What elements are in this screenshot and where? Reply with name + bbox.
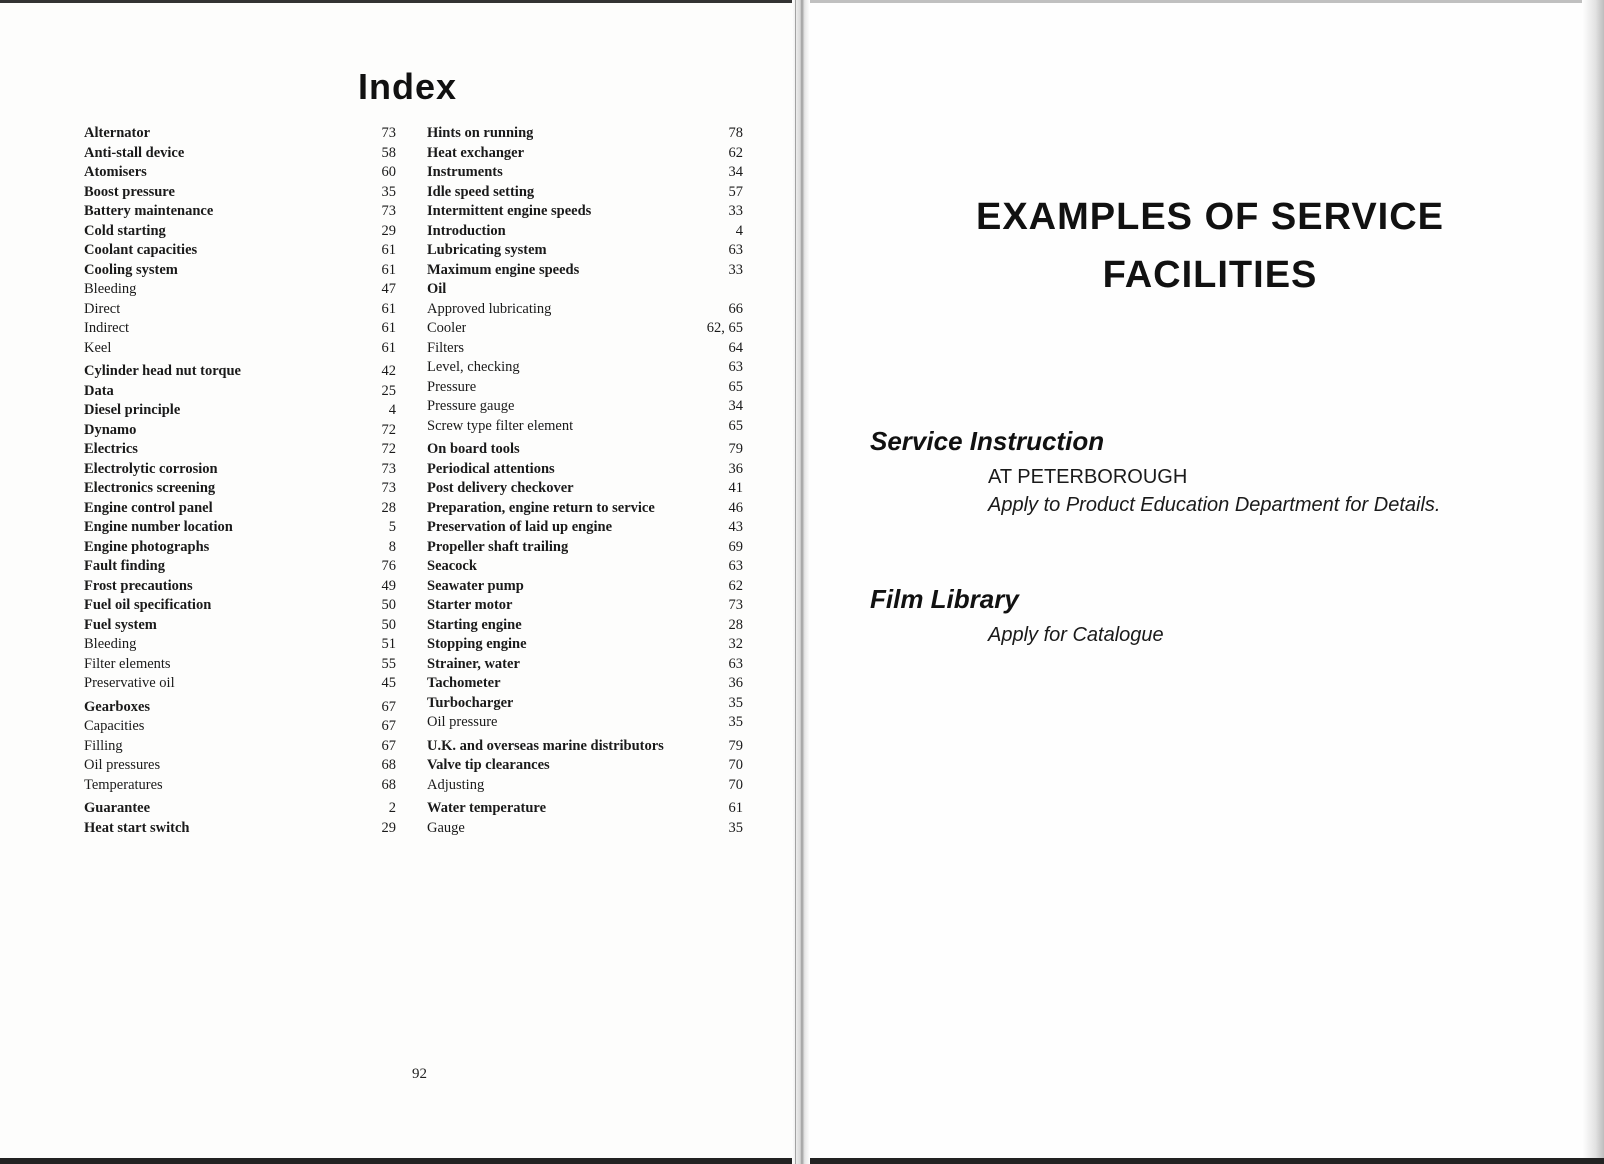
- film-note: Apply for Catalogue: [988, 624, 1164, 646]
- index-column-1: [84, 124, 396, 838]
- index-subentry: [84, 717, 396, 737]
- index-entry: [84, 698, 396, 718]
- index-term: Oil pressures: [84, 757, 161, 773]
- index-term: Intermittent engine speeds: [427, 203, 592, 219]
- index-page-ref: 33: [728, 203, 743, 219]
- index-page-ref: 64: [728, 339, 743, 356]
- index-term: Filter elements: [84, 655, 171, 672]
- index-page-ref: 73: [381, 203, 396, 219]
- index-entry: [84, 144, 396, 164]
- index-term: Filters: [427, 339, 465, 356]
- right-page-service: [800, 0, 1604, 1164]
- index-term: Starting engine: [427, 616, 522, 633]
- index-entry: [84, 577, 396, 597]
- index-term: Adjusting: [427, 776, 485, 793]
- index-entry: [84, 799, 396, 819]
- index-page-ref: 62, 65: [706, 320, 743, 336]
- index-entry: [427, 799, 743, 819]
- service-location: AT PETERBOROUGH: [988, 466, 1188, 488]
- index-subentry: [427, 319, 743, 339]
- index-entry: [427, 655, 743, 675]
- index-page-ref: 50: [381, 616, 396, 633]
- section-title: [940, 188, 1480, 304]
- index-page-ref: 73: [381, 125, 396, 141]
- index-page-ref: 25: [381, 382, 396, 399]
- index-subentry: [84, 674, 396, 694]
- index-entry: [427, 756, 743, 776]
- index-page-ref: 4: [388, 402, 396, 418]
- index-entry: [84, 362, 396, 382]
- index-page-ref: 72: [381, 421, 396, 438]
- index-entry: [427, 499, 743, 519]
- index-entry: [84, 163, 396, 183]
- index-page-ref: 63: [728, 359, 743, 375]
- page-number: 92: [412, 1066, 427, 1082]
- index-entry: [427, 222, 743, 242]
- index-term: Filling: [84, 737, 123, 754]
- index-term: Guarantee: [84, 800, 151, 816]
- index-term: Cooling system: [84, 261, 178, 278]
- index-term: Electrics: [84, 441, 138, 457]
- index-entry: [84, 518, 396, 538]
- index-page-ref: 34: [728, 164, 743, 180]
- index-term: Bleeding: [84, 636, 137, 652]
- index-term: Battery maintenance: [84, 203, 214, 219]
- index-term: Screw type filter element: [427, 417, 574, 434]
- index-term: Frost precautions: [84, 577, 193, 594]
- index-entry: [427, 163, 743, 183]
- index-entry: [84, 596, 396, 616]
- index-subentry: [84, 776, 396, 796]
- index-term: Seacock: [427, 558, 477, 574]
- index-entry: [427, 616, 743, 636]
- index-entry: [427, 440, 743, 460]
- index-term: Fault finding: [84, 558, 165, 574]
- index-page-ref: 51: [381, 636, 396, 652]
- index-entry: [427, 518, 743, 538]
- index-term: Pressure gauge: [427, 398, 515, 414]
- index-term: Fuel system: [84, 616, 157, 633]
- index-subentry: [427, 339, 743, 359]
- index-entry: [427, 538, 743, 558]
- index-entry: [84, 819, 396, 839]
- index-entry: [84, 460, 396, 480]
- index-page-ref: 61: [728, 800, 743, 816]
- index-page-ref: 35: [728, 819, 743, 836]
- index-subentry: [427, 358, 743, 378]
- index-term: On board tools: [427, 441, 520, 457]
- index-entry: [427, 557, 743, 577]
- index-page-ref: 61: [381, 242, 396, 258]
- index-page-ref: 28: [728, 616, 743, 633]
- index-term: Diesel principle: [84, 402, 181, 418]
- index-term: Preservative oil: [84, 675, 175, 691]
- index-term: Preparation, engine return to service: [427, 499, 655, 516]
- index-subentry: [84, 300, 396, 320]
- index-page-ref: 61: [381, 300, 396, 317]
- index-subentry: [84, 737, 396, 757]
- index-page-ref: 61: [381, 261, 396, 278]
- index-entry: [427, 261, 743, 281]
- service-instruction-heading: Service Instruction: [870, 426, 1105, 456]
- index-term: Maximum engine speeds: [427, 261, 580, 278]
- index-page-ref: 65: [728, 417, 743, 434]
- index-entry: [427, 124, 743, 144]
- index-term: Temperatures: [84, 776, 163, 793]
- service-note: Apply to Product Education Department for Details.: [988, 494, 1441, 516]
- index-entry: [427, 280, 743, 300]
- index-term: Bleeding: [84, 281, 137, 297]
- index-page-ref: 70: [728, 776, 743, 793]
- index-page-ref: 72: [381, 441, 396, 457]
- index-entry: [427, 460, 743, 480]
- index-entry: [84, 183, 396, 203]
- index-page-ref: 29: [381, 819, 396, 836]
- index-page-ref: 73: [381, 480, 396, 496]
- index-term: Gauge: [427, 819, 465, 836]
- index-column-2: [427, 124, 743, 838]
- index-page-ref: 63: [728, 558, 743, 574]
- film-library-heading: Film Library: [870, 584, 1019, 614]
- index-page-ref: 49: [381, 577, 396, 594]
- page-bottom-edge: [0, 1158, 800, 1164]
- index-page-ref: 34: [728, 398, 743, 414]
- index-term: Electrolytic corrosion: [84, 460, 218, 477]
- index-entry: [84, 222, 396, 242]
- index-term: Heat start switch: [84, 819, 190, 836]
- index-entry: [84, 382, 396, 402]
- index-page-ref: 79: [728, 441, 743, 457]
- index-term: Heat exchanger: [427, 144, 525, 161]
- index-subentry: [84, 280, 396, 300]
- index-entry: [427, 737, 743, 757]
- index-page-ref: 78: [728, 125, 743, 141]
- section-title-line2: FACILITIES: [1102, 254, 1318, 296]
- index-term: Seawater pump: [427, 577, 524, 594]
- index-page-ref: 67: [381, 737, 396, 754]
- index-term: Keel: [84, 339, 112, 356]
- gutter-line: [795, 0, 796, 1164]
- index-term: Engine control panel: [84, 499, 213, 516]
- index-page-ref: 55: [381, 655, 396, 672]
- left-page-index: [0, 0, 800, 1164]
- index-term: Atomisers: [84, 164, 147, 180]
- index-term: Idle speed setting: [427, 183, 535, 200]
- index-term: Alternator: [84, 125, 151, 141]
- index-page-ref: 79: [728, 737, 743, 754]
- index-page-ref: 65: [728, 378, 743, 395]
- index-page-ref: 42: [381, 363, 396, 379]
- index-term: Engine photographs: [84, 538, 210, 555]
- index-title: Index: [358, 66, 458, 107]
- index-term: Level, checking: [427, 359, 520, 375]
- index-page-ref: 61: [381, 339, 396, 356]
- index-page-ref: 45: [381, 675, 396, 691]
- index-term: Water temperature: [427, 800, 547, 816]
- index-page-ref: 61: [381, 320, 396, 336]
- index-term: Cylinder head nut torque: [84, 363, 241, 379]
- index-entry: [427, 577, 743, 597]
- index-entry: [84, 241, 396, 261]
- index-page-ref: 8: [388, 538, 396, 555]
- index-term: Cold starting: [84, 222, 166, 239]
- index-entry: [84, 440, 396, 460]
- index-term: Lubricating system: [427, 242, 547, 258]
- index-subentry: [427, 417, 743, 437]
- index-page-ref: 76: [381, 558, 396, 574]
- index-term: Oil: [427, 281, 447, 297]
- index-term: Indirect: [84, 320, 130, 336]
- index-entry: [427, 202, 743, 222]
- index-page-ref: 62: [728, 144, 743, 161]
- index-term: Direct: [84, 300, 121, 317]
- index-term: Starter motor: [427, 597, 513, 613]
- index-page-ref: 35: [728, 694, 743, 711]
- index-entry: [84, 261, 396, 281]
- index-page-ref: 73: [728, 597, 743, 613]
- index-page-ref: 35: [728, 714, 743, 730]
- index-term: Turbocharger: [427, 694, 514, 711]
- index-term: Hints on running: [427, 125, 534, 141]
- index-page-ref: 4: [735, 222, 743, 239]
- index-term: Post delivery checkover: [427, 480, 574, 496]
- index-page-ref: 2: [388, 800, 396, 816]
- index-term: Capacities: [84, 718, 145, 734]
- index-entry: [84, 557, 396, 577]
- index-term: Coolant capacities: [84, 242, 198, 258]
- index-page-ref: 63: [728, 655, 743, 672]
- index-subentry: [84, 339, 396, 359]
- index-page-ref: 60: [381, 164, 396, 180]
- index-page-ref: 47: [381, 281, 396, 297]
- index-term: Pressure: [427, 378, 477, 395]
- index-page-ref: 67: [381, 718, 396, 734]
- index-term: Electronics screening: [84, 480, 216, 496]
- index-page-ref: 46: [728, 499, 743, 516]
- index-page-ref: 5: [388, 519, 396, 535]
- index-page-ref: 57: [728, 183, 743, 200]
- index-term: Tachometer: [427, 675, 501, 691]
- index-subentry: [427, 300, 743, 320]
- index-subentry: [427, 378, 743, 398]
- index-page-ref: 66: [728, 300, 743, 317]
- index-term: U.K. and overseas marine distributors: [427, 737, 664, 754]
- index-entry: [427, 144, 743, 164]
- index-term: Cooler: [427, 320, 467, 336]
- index-term: Engine number location: [84, 519, 233, 535]
- index-page-ref: 33: [728, 261, 743, 278]
- index-subentry: [84, 655, 396, 675]
- page-edge-shadow: [1582, 0, 1604, 1164]
- index-term: Data: [84, 382, 114, 399]
- index-term: Strainer, water: [427, 655, 520, 672]
- index-subentry: [84, 635, 396, 655]
- index-subentry: [427, 397, 743, 417]
- index-entry: [84, 538, 396, 558]
- index-entry: [84, 479, 396, 499]
- index-entry: [84, 401, 396, 421]
- index-term: Gearboxes: [84, 698, 151, 715]
- index-entry: [427, 241, 743, 261]
- index-entry: [84, 202, 396, 222]
- index-subentry: [427, 776, 743, 796]
- index-entry: [427, 183, 743, 203]
- index-subentry: [84, 319, 396, 339]
- index-term: Stopping engine: [427, 636, 527, 652]
- index-term: Dynamo: [84, 421, 137, 438]
- index-term: Periodical attentions: [427, 460, 555, 477]
- index-page-ref: 68: [381, 776, 396, 793]
- index-subentry: [427, 819, 743, 839]
- index-page-ref: 63: [728, 242, 743, 258]
- index-page-ref: 67: [381, 698, 396, 715]
- index-page-ref: 68: [381, 757, 396, 773]
- index-entry: [427, 479, 743, 499]
- index-term: Boost pressure: [84, 183, 175, 200]
- page-top-edge: [0, 0, 800, 3]
- index-page-ref: 70: [728, 757, 743, 773]
- index-term: Instruments: [427, 164, 503, 180]
- index-entry: [427, 596, 743, 616]
- index-entry: [427, 694, 743, 714]
- index-page-ref: 50: [381, 597, 396, 613]
- index-entry: [84, 124, 396, 144]
- index-page-ref: 43: [728, 519, 743, 535]
- index-entry: [84, 616, 396, 636]
- index-term: Preservation of laid up engine: [427, 519, 613, 535]
- index-page-ref: 36: [728, 460, 743, 477]
- index-term: Fuel oil specification: [84, 597, 212, 613]
- index-term: Valve tip clearances: [427, 757, 550, 773]
- index-subentry: [427, 713, 743, 733]
- index-term: Introduction: [427, 222, 506, 239]
- index-page-ref: 35: [381, 183, 396, 200]
- index-page-ref: 32: [728, 636, 743, 652]
- index-entry: [84, 499, 396, 519]
- index-page-ref: 58: [381, 144, 396, 161]
- index-page-ref: 41: [728, 480, 743, 496]
- section-title-line1: EXAMPLES OF SERVICE: [975, 196, 1445, 238]
- index-page-ref: 28: [381, 499, 396, 516]
- index-term: Propeller shaft trailing: [427, 538, 569, 555]
- index-subentry: [84, 756, 396, 776]
- index-page-ref: 62: [728, 577, 743, 594]
- page-bottom-edge: [800, 1158, 1604, 1164]
- index-term: Oil pressure: [427, 714, 498, 730]
- index-term: Approved lubricating: [427, 300, 552, 317]
- index-entry: [427, 635, 743, 655]
- index-page-ref: 69: [728, 538, 743, 555]
- index-page-ref: 29: [381, 222, 396, 239]
- index-entry: [84, 421, 396, 441]
- index-page-ref: 73: [381, 460, 396, 477]
- index-term: Anti-stall device: [84, 144, 185, 161]
- index-entry: [427, 674, 743, 694]
- index-page-ref: 36: [728, 675, 743, 691]
- page-top-edge: [800, 0, 1604, 3]
